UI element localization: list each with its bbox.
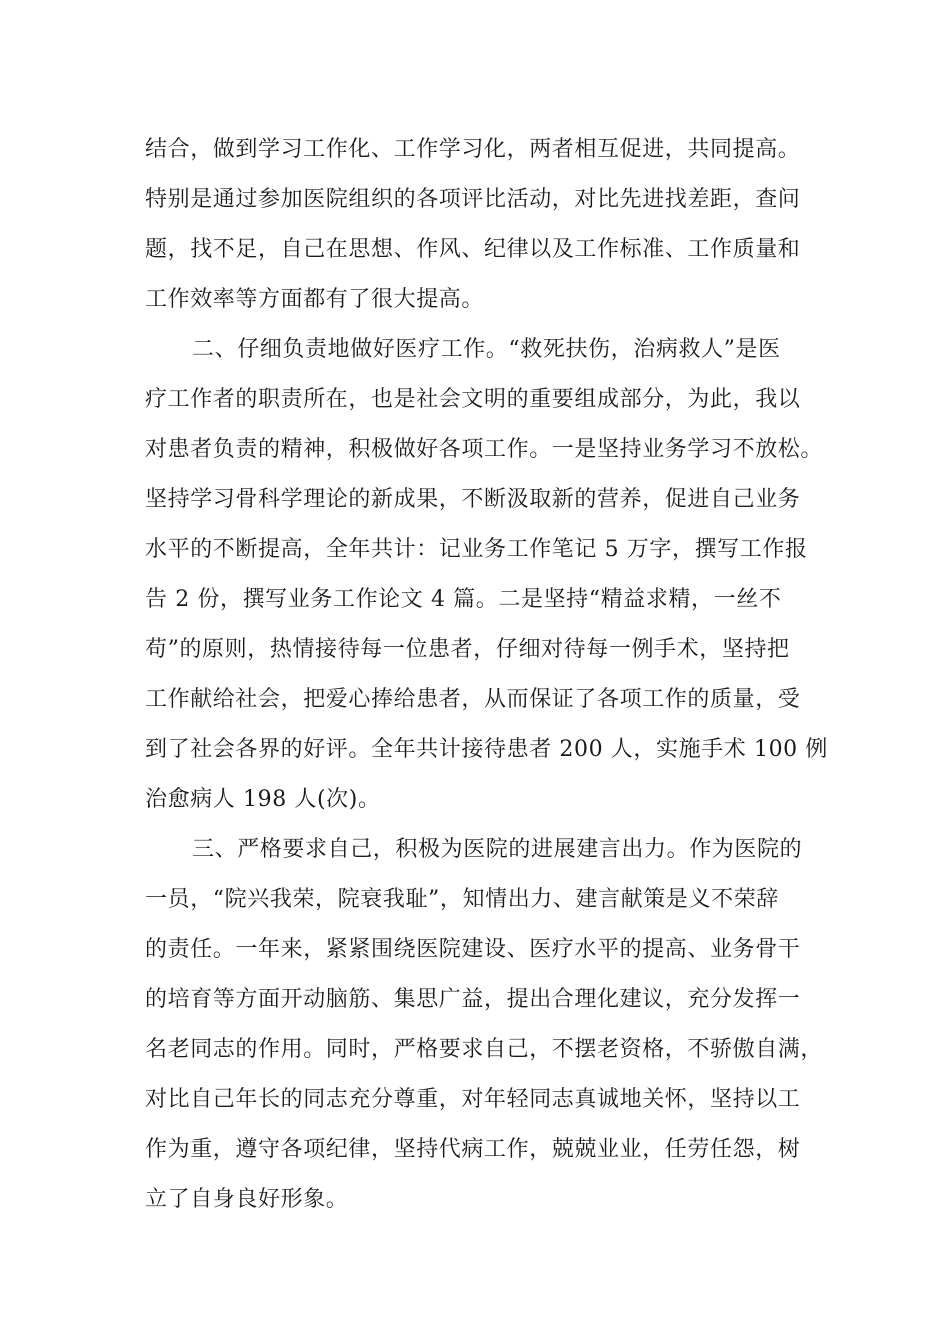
body-line: 到了社会各界的好评。全年共计接待患者 200 人，实施手术 100 例 [145,737,828,762]
body-line: 疗工作者的职责所在，也是社会文明的重要组成部分，为此，我以 [145,387,801,412]
body-line: 对比自己年长的同志充分尊重，对年轻同志真诚地关怀，坚持以工 [145,1087,801,1112]
body-line: 作为重，遵守各项纪律，坚持代病工作，兢兢业业，任劳任怨，树 [145,1137,801,1162]
body-line: 对患者负责的精神，积极做好各项工作。一是坚持业务学习不放松。 [145,437,824,462]
body-line: 一员，“院兴我荣，院衰我耻”，知情出力、建言献策是义不荣辞 [145,887,779,912]
paragraph-start-line: 三、严格要求自己，积极为医院的进展建言出力。作为医院的 [192,837,803,862]
body-line: 立了自身良好形象。 [145,1187,349,1212]
body-line: 工作效率等方面都有了很大提高。 [145,287,485,312]
body-line: 工作献给社会，把爱心捧给患者，从而保证了各项工作的质量，受 [145,687,801,712]
body-line: 治愈病人 198 人(次)。 [145,787,381,812]
body-line: 题，找不足，自己在思想、作风、纪律以及工作标准、工作质量和 [145,237,801,262]
body-line: 水平的不断提高，全年共计：记业务工作笔记 5 万字，撰写工作报 [145,537,808,562]
body-line: 苟”的原则，热情接待每一位患者，仔细对待每一例手术，坚持把 [145,637,790,662]
paragraph-start-line: 二、仔细负责地做好医疗工作。“救死扶伤，治病救人”是医 [192,337,781,362]
body-line: 特别是通过参加医院组织的各项评比活动，对比先进找差距，查问 [145,187,801,212]
body-line: 告 2 份，撰写业务工作论文 4 篇。二是坚持“精益求精，一丝不 [145,587,782,612]
body-line: 名老同志的作用。同时，严格要求自己，不摆老资格，不骄傲自满， [145,1037,824,1062]
body-line: 的责任。一年来，紧紧围绕医院建设、医疗水平的提高、业务骨干 [145,937,801,962]
body-line: 结合，做到学习工作化、工作学习化，两者相互促进，共同提高。 [145,137,801,162]
body-line: 的培育等方面开动脑筋、集思广益，提出合理化建议，充分发挥一 [145,987,801,1012]
body-line: 坚持学习骨科学理论的新成果，不断汲取新的营养，促进自己业务 [145,487,801,512]
